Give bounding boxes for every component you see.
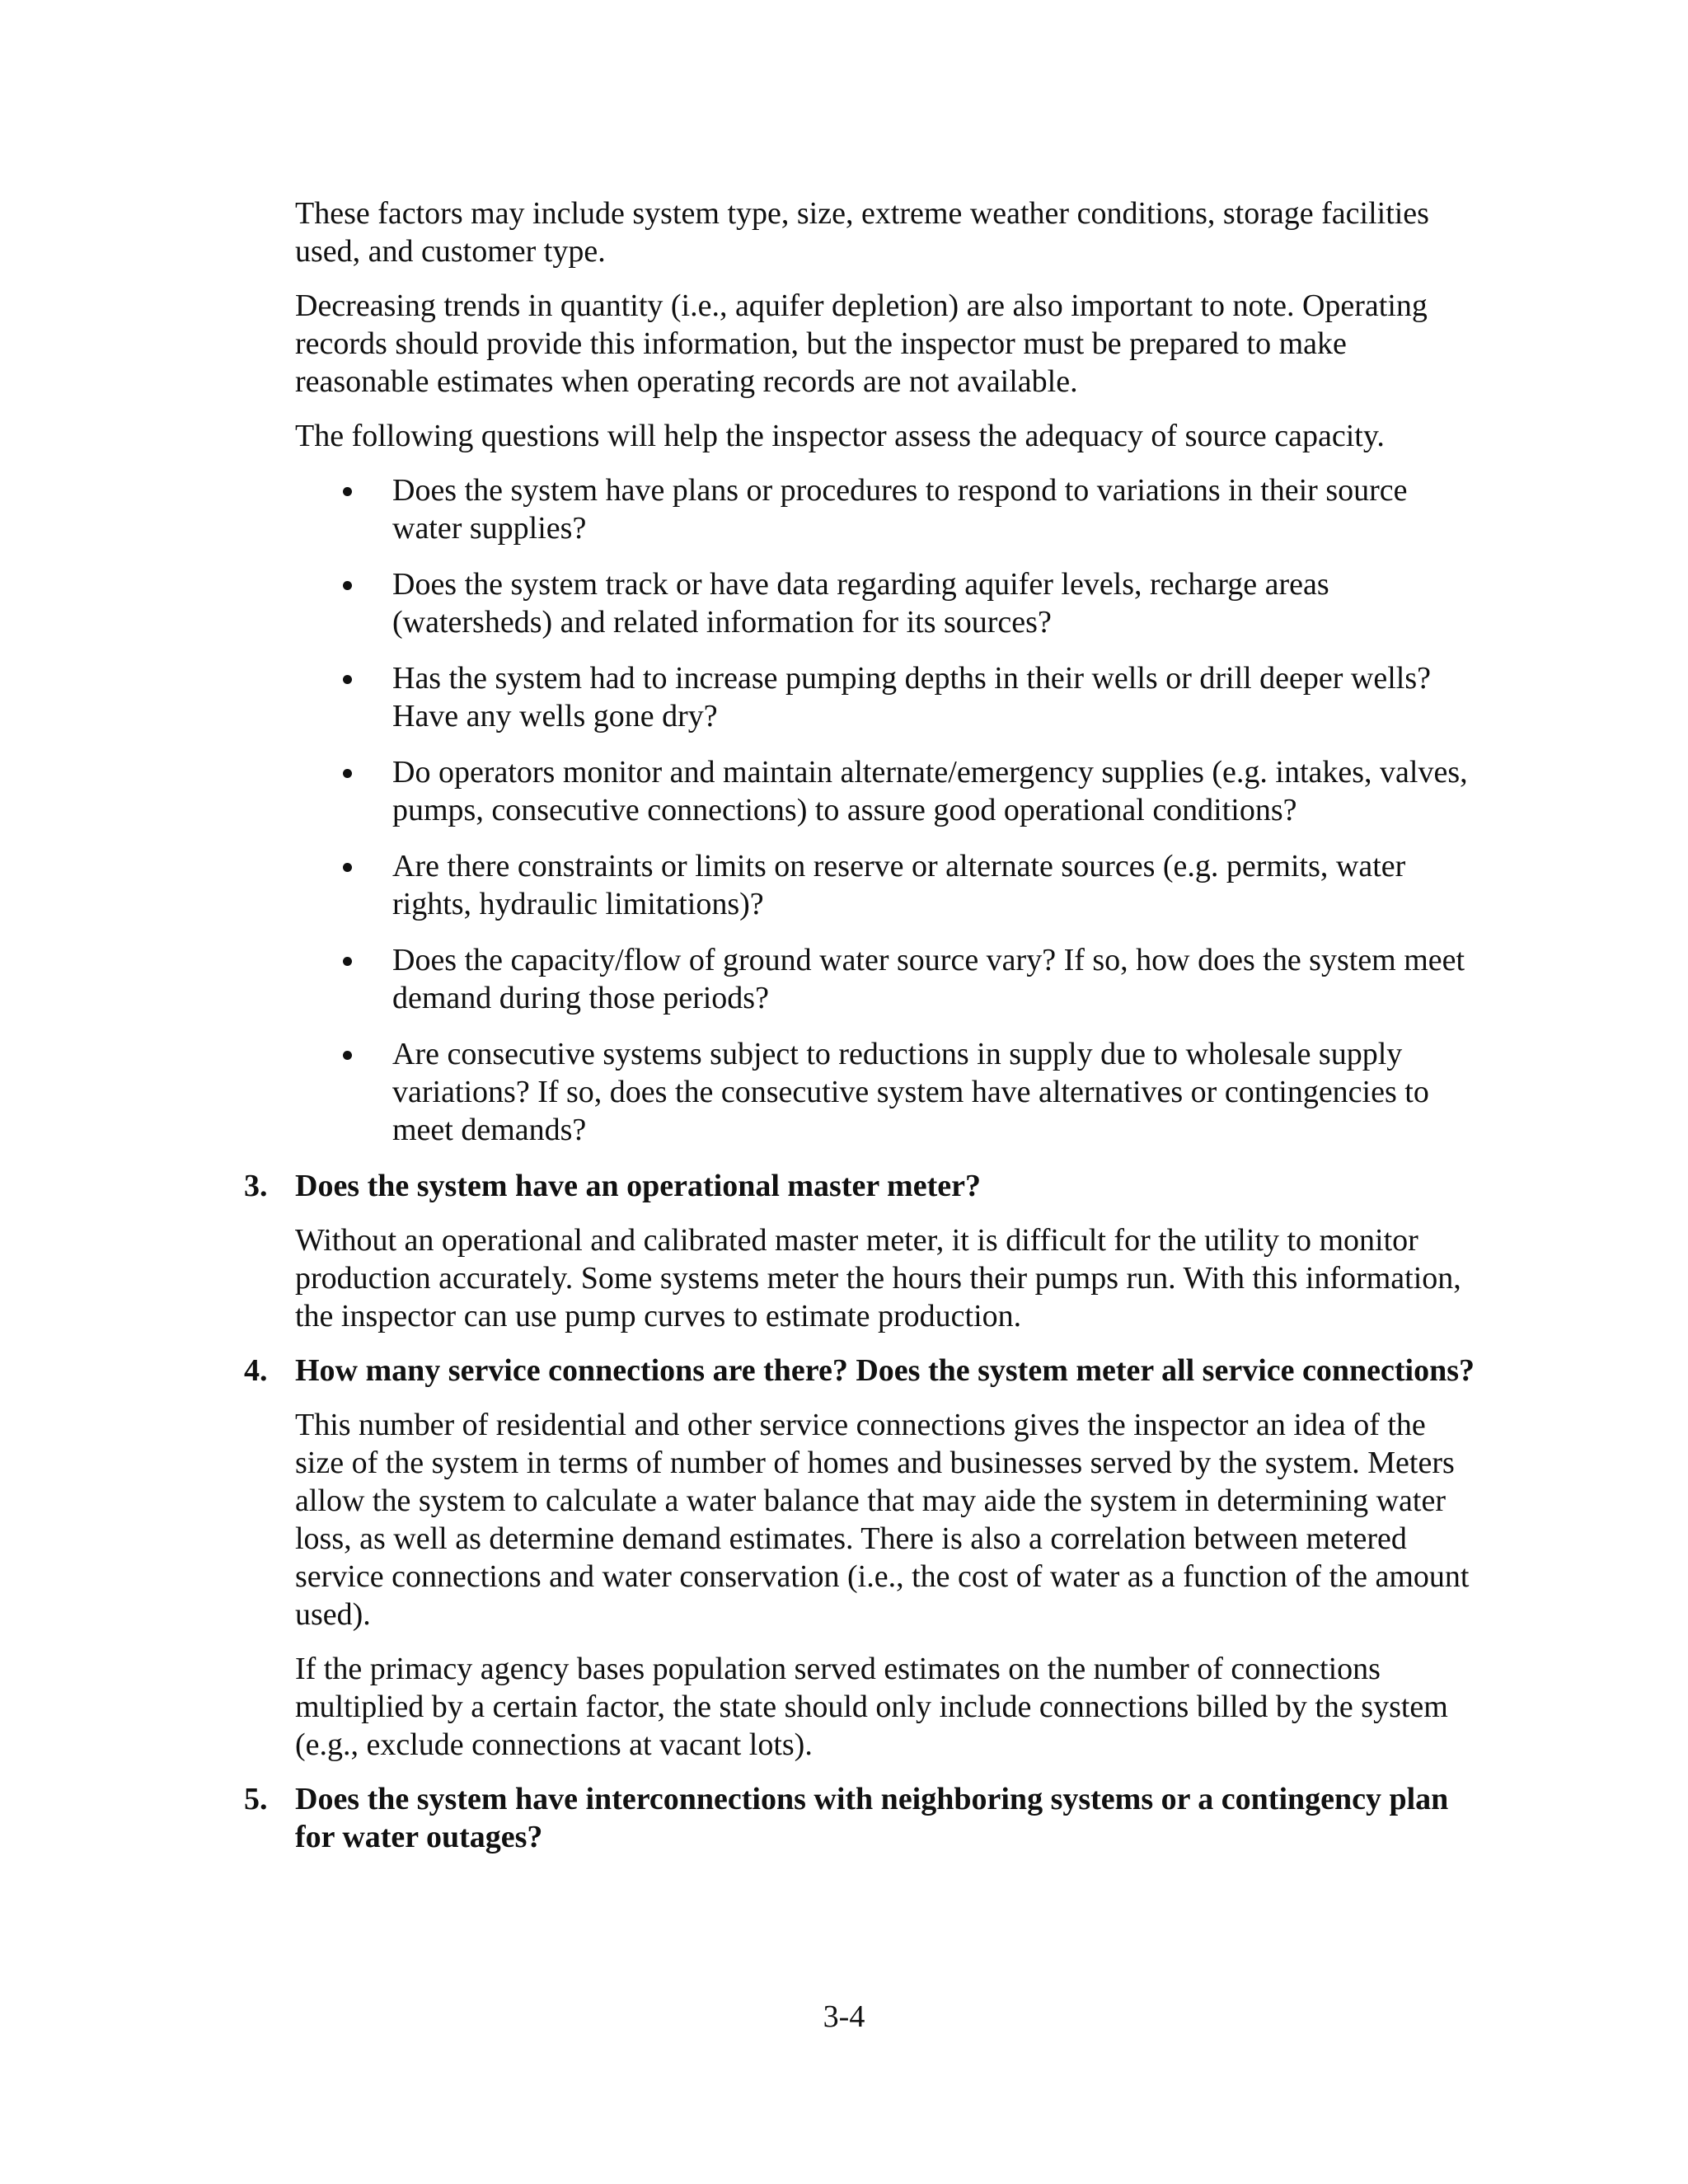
question-text: How many service connections are there? Does the system meter all service connections? xyxy=(295,1353,1475,1388)
paragraph-following-questions: The following questions will help the inspector assess the adequacy of source capacity. xyxy=(295,419,1385,453)
list-item xyxy=(295,1035,1482,1149)
paragraph-factors: These factors may include system type, size, extreme weather conditions, storage facilities used, and customer type. xyxy=(295,196,1429,269)
question-5-heading xyxy=(244,1780,1482,1856)
question-number: 5. xyxy=(244,1782,268,1816)
question-4-answer-2: If the primacy agency bases population served estimates on the number of connections multiplied by a certain factor, the state should only include connections billed by the system (e.g., exclude connections at vacant lots). xyxy=(295,1652,1448,1762)
list-item xyxy=(295,753,1482,829)
bullet-icon xyxy=(343,863,352,872)
question-text: Does the system have interconnections with neighboring systems or a contingency plan for water outages? xyxy=(295,1782,1449,1854)
question-3-answer: Without an operational and calibrated master meter, it is difficult for the utility to monitor production accurately. Some systems meter the hours their pumps run. With this information, the inspector can use pump curves to estimate production. xyxy=(295,1223,1461,1333)
bullet-icon xyxy=(343,957,352,966)
question-text: Does the system have an operational master meter? xyxy=(295,1169,981,1203)
list-item xyxy=(295,941,1482,1017)
list-item xyxy=(295,847,1482,923)
body-text xyxy=(244,194,1482,1872)
question-4-heading xyxy=(244,1352,1482,1390)
list-item-text: Do operators monitor and maintain alternate/emergency supplies (e.g. intakes, valves, pumps, consecutive connections) to assure good operational conditions? xyxy=(392,755,1468,827)
bullet-icon xyxy=(343,769,352,778)
list-item xyxy=(295,471,1482,547)
list-item-text: Does the capacity/flow of ground water source vary? If so, how does the system meet demand during those periods? xyxy=(392,943,1465,1015)
page-number: 3-4 xyxy=(823,1999,865,2034)
list-item-text: Does the system track or have data regarding aquifer levels, recharge areas (watersheds) and related information for its sources? xyxy=(392,567,1329,640)
bullet-icon xyxy=(343,1051,352,1060)
question-3-heading xyxy=(244,1167,1482,1205)
question-4-answer-1: This number of residential and other service connections gives the inspector an idea of the size of the system in terms of number of homes and businesses served by the system. Meters allow the system to calculate a water balance that may aide the system in determining water loss, as well as determine demand estimates. There is also a correlation between metered service connections and water conservation (i.e., the cost of water as a function of the amount used). xyxy=(295,1408,1470,1632)
list-item-text: Does the system have plans or procedures to respond to variations in their source water supplies? xyxy=(392,473,1408,546)
bullet-icon xyxy=(343,675,352,684)
bullet-icon xyxy=(343,487,352,496)
question-number: 3. xyxy=(244,1169,268,1203)
list-item-text: Are there constraints or limits on reserve or alternate sources (e.g. permits, water rights, hydraulic limitations)? xyxy=(392,849,1406,921)
source-capacity-question-list xyxy=(295,471,1482,1149)
question-number: 4. xyxy=(244,1353,268,1388)
list-item-text: Has the system had to increase pumping depths in their wells or drill deeper wells? Have any wells gone dry? xyxy=(392,661,1432,733)
paragraph-decreasing-trends: Decreasing trends in quantity (i.e., aquifer depletion) are also important to note. Operating records should provide this information, but the inspector must be prepared to make reasonable estimates when operating records are not available. xyxy=(295,288,1428,399)
list-item-text: Are consecutive systems subject to reductions in supply due to wholesale supply variations? If so, does the consecutive system have alternatives or contingencies to meet demands? xyxy=(392,1037,1429,1147)
list-item xyxy=(295,565,1482,641)
list-item xyxy=(295,659,1482,735)
bullet-icon xyxy=(343,581,352,590)
